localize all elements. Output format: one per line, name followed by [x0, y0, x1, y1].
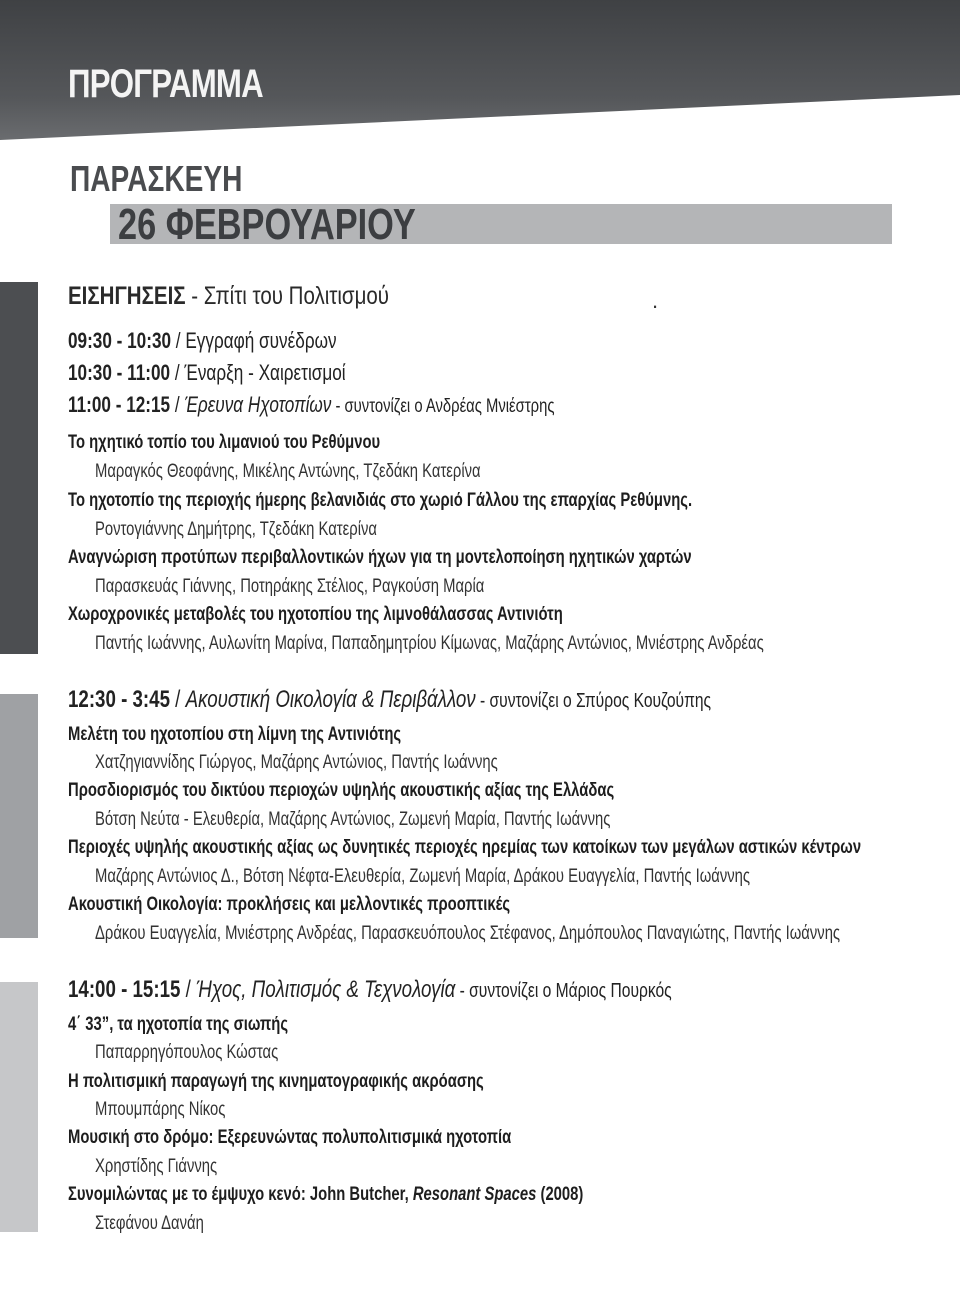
schedule-row: [68, 392, 554, 418]
schedule-moderator: - συντονίζει ο Ανδρέας Μνιέστρης: [331, 396, 555, 417]
side-marker-1: [0, 282, 38, 654]
schedule-time: 10:30 - 11:00: [68, 360, 171, 385]
section-heading: [68, 282, 389, 311]
schedule-title: Έρευνα Ηχοτοπίων: [184, 392, 332, 417]
talk-title: 4΄ 33”, τα ηχοτοπία της σιωπής: [68, 1014, 289, 1035]
talk-title: Μελέτη του ηχοτοπίου στη λίμνη της Αντινιότης: [68, 724, 402, 745]
talk-title: Ακουστική Οικολογία: προκλήσεις και μελλοντικές προοπτικές: [68, 894, 511, 915]
talk-title-work: Resonant Spaces: [412, 1184, 537, 1205]
talk-authors: Ροντογιάννης Δημήτρης, Τζεδάκη Κατερίνα: [95, 519, 377, 540]
session-header: [68, 976, 672, 1004]
schedule-row: [68, 328, 337, 354]
section-label: ΕΙΣΗΓΗΣΕΙΣ: [68, 282, 186, 310]
session-moderator: - συντονίζει ο Σπύρος Κουζούπης: [475, 690, 712, 712]
talk-title-part: (2008): [536, 1184, 584, 1205]
talk-authors: Μαζάρης Αντώνιος Δ., Βότση Νέφτα-Ελευθερία, Ζωμενή Μαρία, Δράκου Ευαγγελία, Παντής Ιωάννης: [95, 866, 751, 887]
session-time: 12:30 - 3:45: [68, 686, 170, 713]
talk-authors: Βότση Νεύτα - Ελευθερία, Μαζάρης Αντώνιος, Ζωμενή Μαρία, Παντής Ιωάννης: [95, 809, 611, 830]
talk-authors: Παρασκευάς Γιάννης, Ποτηράκης Στέλιος, Ραγκούση Μαρία: [95, 576, 485, 597]
talk-authors: Δράκου Ευαγγελία, Μνιέστρης Ανδρέας, Παρασκευόπουλος Στέφανος, Δημόπουλος Παναγιώτης, Παντής Ιωάννης: [95, 923, 841, 944]
schedule-time: 11:00 - 12:15: [68, 392, 171, 417]
talk-authors: Μαραγκός Θεοφάνης, Μικέλης Αντώνης, Τζεδάκη Κατερίνα: [95, 461, 481, 482]
talk-title: Μουσική στο δρόμο: Εξερευνώντας πολυπολιτισμικά ηχοτοπία: [68, 1127, 512, 1148]
talk-authors: Παπαρρηγόπουλος Κώστας: [95, 1042, 279, 1063]
session-title: Ακουστική Οικολογία & Περιβάλλον: [185, 686, 476, 713]
schedule-sep: /: [170, 392, 185, 417]
session-sep: /: [169, 686, 186, 713]
day-name: ΠΑΡΑΣΚΕΥΗ: [70, 158, 243, 199]
talk-title: Η πολιτισμική παραγωγή της κινηματογραφικής ακρόασης: [68, 1071, 484, 1092]
section-venue: - Σπίτι του Πολιτισμού: [185, 282, 390, 310]
session-moderator: - συντονίζει ο Μάριος Πουρκός: [455, 980, 672, 1002]
talk-authors: Μπουμπάρης Νίκος: [95, 1099, 226, 1120]
talk-title: [68, 1184, 583, 1206]
talk-title: Το ηχητικό τοπίο του λιμανιού του Ρεθύμνου: [68, 432, 381, 453]
section-dot: .: [652, 288, 659, 313]
talk-title: Αναγνώριση προτύπων περιβαλλοντικών ήχων για τη μοντελοποίηση ηχητικών χαρτών: [68, 547, 692, 568]
day-date: 26 ΦΕΒΡΟΥΑΡΙΟΥ: [118, 200, 416, 249]
session-header: [68, 686, 711, 714]
session-time: 14:00 - 15:15: [68, 976, 181, 1003]
page-title: ΠΡΟΓΡΑΜΜΑ: [68, 62, 263, 106]
talk-authors: Χατζηγιαννίδης Γιώργος, Μαζάρης Αντώνιος, Παντής Ιωάννης: [95, 752, 498, 773]
session-sep: /: [180, 976, 197, 1003]
talk-authors: Στεφάνου Δανάη: [95, 1213, 204, 1234]
side-marker-2: [0, 694, 38, 938]
talk-title: Προσδιορισμός του δικτύου περιοχών υψηλής ακουστικής αξίας της Ελλάδας: [68, 780, 615, 801]
talk-title: Χωροχρονικές μεταβολές του ηχοτοπίου της λιμνοθάλασσας Αντινιότη: [68, 604, 563, 625]
talk-authors: Παντής Ιωάννης, Αυλωνίτη Μαρίνα, Παπαδημητρίου Κίμωνας, Μαζάρης Αντώνιος, Μνιέστρης Ανδρέας: [95, 633, 764, 654]
schedule-title: / Έναρξη - Χαιρετισμοί: [170, 360, 346, 385]
side-marker-3: [0, 982, 38, 1232]
schedule-title: / Εγγραφή συνέδρων: [171, 328, 337, 353]
schedule-row: [68, 360, 346, 386]
talk-authors: Χρηστίδης Γιάννης: [95, 1156, 218, 1177]
session-title: Ήχος, Πολιτισμός & Τεχνολογία: [196, 976, 456, 1003]
talk-title-part: Συνομιλώντας με το έμψυχο κενό: John Butcher,: [68, 1184, 413, 1205]
talk-title: Το ηχοτοπίο της περιοχής ήμερης βελανιδιάς στο χωριό Γάλλου της επαρχίας Ρεθύμνης.: [68, 490, 693, 511]
talk-title: Περιοχές υψηλής ακουστικής αξίας ως δυνητικές περιοχές ηρεμίας των κατοίκων των μεγάλων αστικών κέντρων: [68, 837, 862, 858]
schedule-time: 09:30 - 10:30: [68, 328, 172, 353]
